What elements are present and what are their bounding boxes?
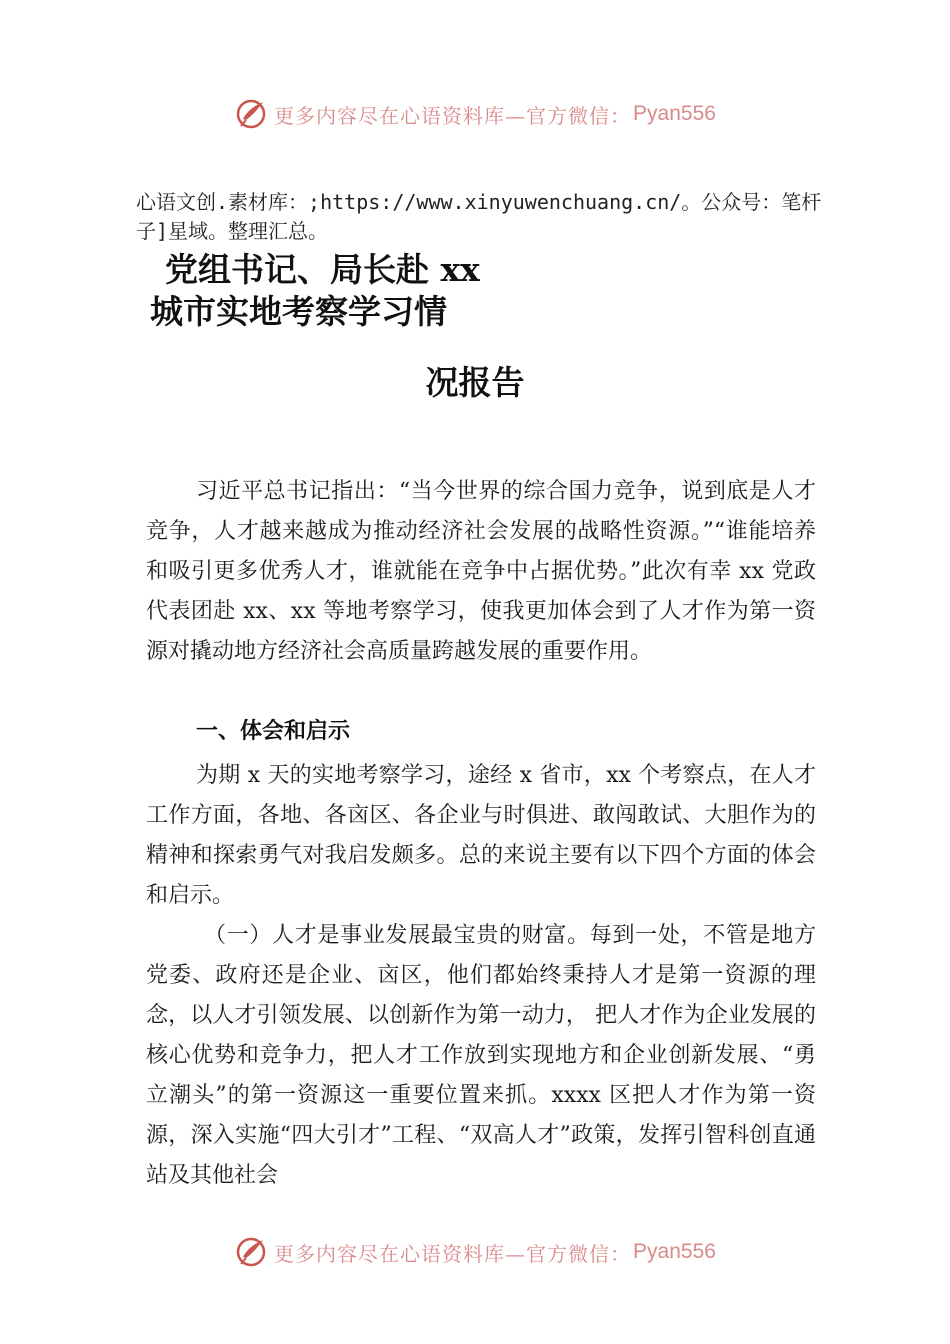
document-title-line-1: 党组书记、局长赴 xx	[165, 250, 480, 289]
header-banner	[0, 94, 950, 134]
banner-text: 更多内容尽在心语资料库—官方微信：	[274, 1241, 632, 1266]
banner-wechat-id: Pyan556	[633, 102, 716, 125]
quill-pen-logo-icon	[234, 97, 268, 131]
banner-wechat-id: Pyan556	[633, 1240, 716, 1263]
paragraph-talent: （一）人才是事业发展最宝贵的财富。每到一处，不管是地方党委、政府还是企业、㐫区，他们都始终秉持人才是第一资源的理念，以人才引领发展、以创新作为第一动力， 把人才作为企业发展的核心优势和竞争力，把人才工作放到实现地方和企业创新发展、“勇立潮头”的第一资源这一重要位置来抓。xxxx 区把人才作为第一资源，深入实施“四大引才”工程、“双高人才”政策，发挥引智科创直通站及其他社会	[146, 923, 816, 1188]
document-title-line-3: 况报告	[425, 363, 525, 402]
banner-text: 更多内容尽在心语资料库—官方微信：	[274, 103, 632, 128]
source-note: 心语文创.素材库：;https://www.xinyuwenchuang.cn/。公众号：笔杆子]星域。整理汇总。	[136, 190, 822, 243]
footer-banner	[0, 1232, 950, 1272]
document-title-line-2: 城市实地考察学习情	[150, 292, 447, 331]
paragraph-overview: 为期 x 天的实地考察学习，途经 x 省市，xx 个考察点，在人才工作方面，各地、各㐫区、各企业与时俱进、敢闯敢试、大胆作为的精神和探索勇气对我启发颇多。总的来说主要有以下四个方面的体会和启示。	[146, 763, 816, 908]
quill-pen-logo-icon	[234, 1235, 268, 1269]
section-heading-1: 一、体会和启示	[196, 719, 351, 744]
paragraph-intro: 习近平总书记指出：“当今世界的综合国力竞争，说到底是人才竞争，人才越来越成为推动经济社会发展的战略性资源。”“谁能培养和吸引更多优秀人才，谁就能在竞争中占据优势。”此次有幸 xx 党政代表团赴 xx、xx 等地考察学习，使我更加体会到了人才作为第一资源对撬动地方经济社会高质量跨越发展的重要作用。	[146, 479, 816, 664]
